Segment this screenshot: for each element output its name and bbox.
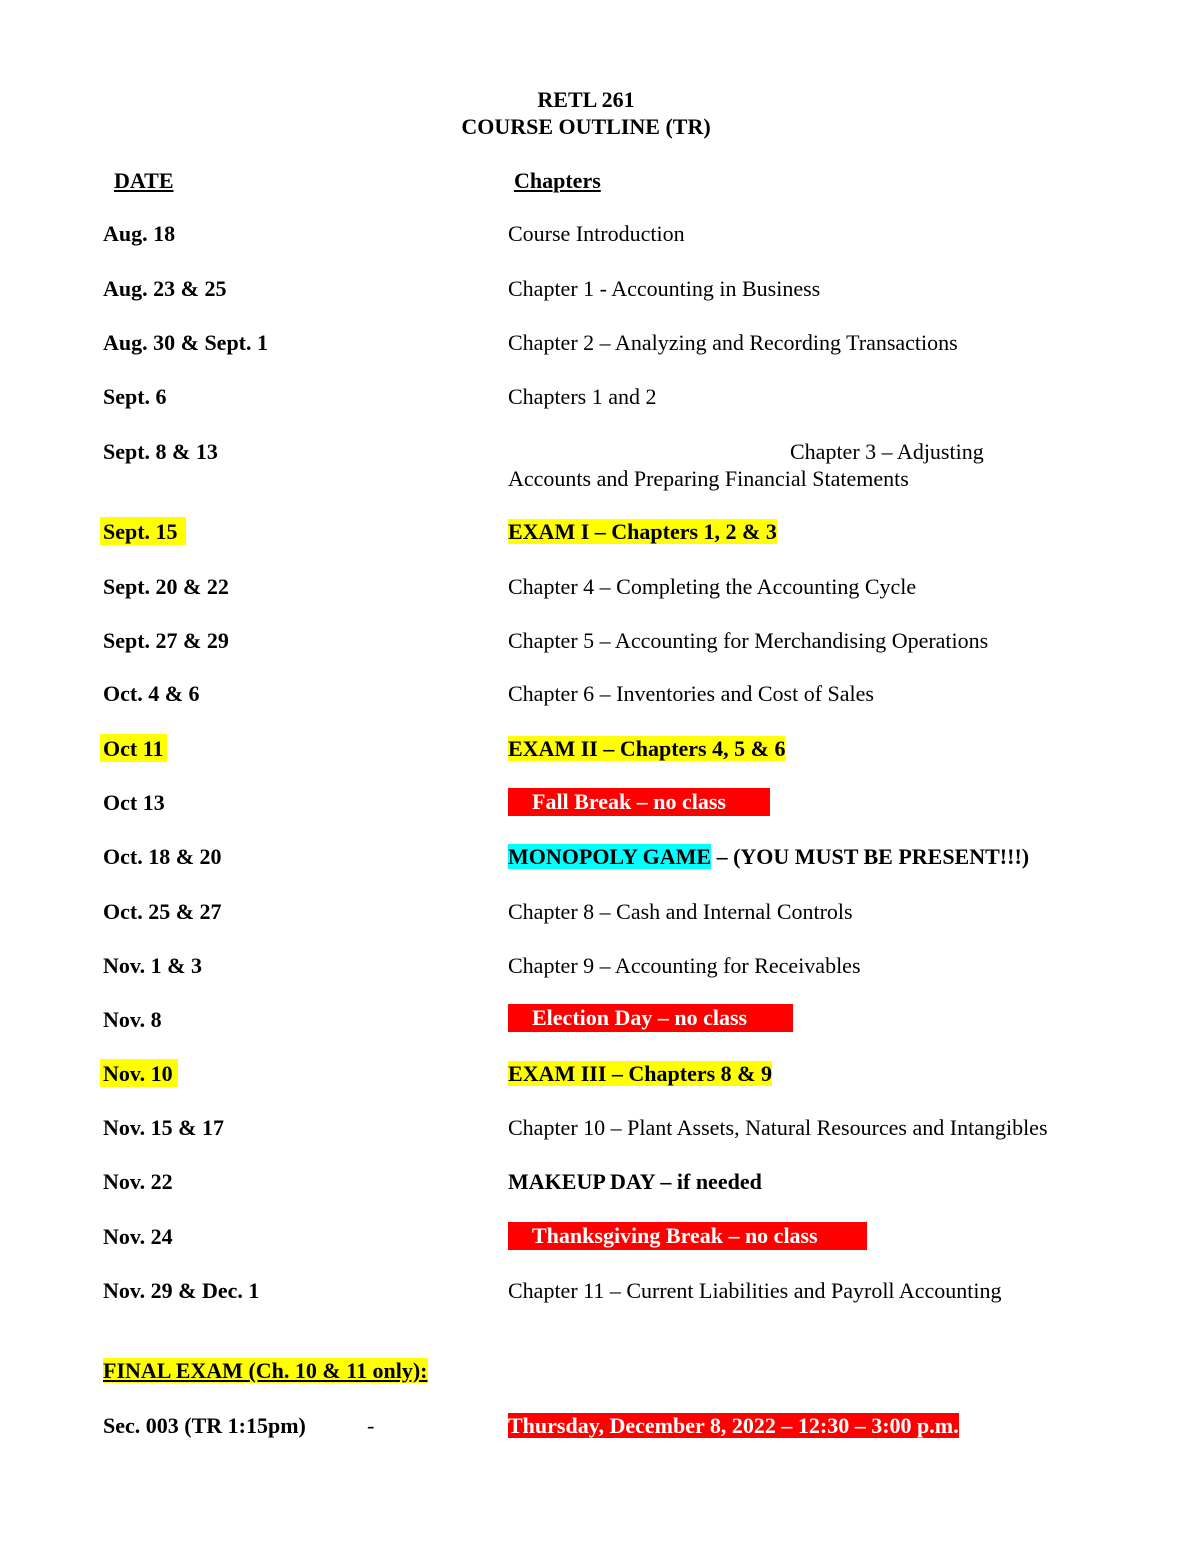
page-title: RETL 261 [537,87,635,112]
event-note: – (YOU MUST BE PRESENT!!!) [711,844,1030,869]
row-date: Oct. 18 & 20 [103,844,222,869]
row-date: Sept. 15 [103,519,178,544]
no-class-badge: Fall Break – no class [508,788,770,816]
exam-label: EXAM I – Chapters 1, 2 & 3 [508,519,777,544]
row-date: Nov. 10 [103,1061,173,1086]
row-date: Oct 11 [103,736,164,761]
chapters-column-header: Chapters [514,168,601,193]
row-topic: Chapter 5 – Accounting for Merchandising Operations [508,628,989,653]
final-exam-section: Sec. 003 (TR 1:15pm) [103,1413,306,1438]
row-topic: Chapter 6 – Inventories and Cost of Sales [508,681,874,706]
final-exam-datetime [508,1413,959,1439]
no-class-badge: Thanksgiving Break – no class [508,1222,867,1250]
final-exam-heading-text: FINAL EXAM (Ch. 10 & 11 only): [103,1358,428,1383]
exam-topic [508,736,785,762]
row-date: Sept. 27 & 29 [103,628,229,653]
row-topic: Chapter 11 – Current Liabilities and Payroll Accounting [508,1278,1002,1303]
row-date: Aug. 23 & 25 [103,276,227,301]
page-subtitle: COURSE OUTLINE (TR) [461,114,711,139]
row-topic: Course Introduction [508,221,685,246]
row-date: Nov. 8 [103,1007,162,1032]
row-date: Oct. 25 & 27 [103,899,222,924]
exam-topic [508,1061,772,1087]
row-date: Sept. 8 & 13 [103,439,218,464]
row-topic: Chapter 4 – Completing the Accounting Cycle [508,574,917,599]
row-topic-line2: Accounts and Preparing Financial Statements [508,466,909,491]
exam-label: EXAM II – Chapters 4, 5 & 6 [508,736,786,761]
row-date: Oct 13 [103,790,165,815]
date-column-header: DATE [114,168,174,193]
exam-topic [508,519,777,545]
row-date: Nov. 29 & Dec. 1 [103,1278,260,1303]
row-date: Sept. 20 & 22 [103,574,229,599]
row-date: Aug. 18 [103,221,176,246]
no-class-badge: Election Day – no class [508,1004,793,1032]
row-date: Nov. 1 & 3 [103,953,202,978]
row-date: Aug. 30 & Sept. 1 [103,330,269,355]
event-topic [508,844,1029,870]
row-topic: Chapter 2 – Analyzing and Recording Transactions [508,330,958,355]
final-exam-heading [103,1358,428,1384]
row-date: Sept. 6 [103,384,167,409]
row-date: Oct. 4 & 6 [103,681,200,706]
row-topic: Chapter 10 – Plant Assets, Natural Resources and Intangibles [508,1115,1048,1140]
row-topic: Chapter 9 – Accounting for Receivables [508,953,861,978]
row-topic: Chapter 1 - Accounting in Business [508,276,821,301]
row-topic: Chapters 1 and 2 [508,384,657,409]
makeup-topic: MAKEUP DAY – if needed [508,1169,762,1194]
row-date: Nov. 15 & 17 [103,1115,224,1140]
row-date: Nov. 22 [103,1169,173,1194]
final-exam-separator: - [367,1413,375,1438]
final-exam-datetime-text: Thursday, December 8, 2022 – 12:30 – 3:00 p.m. [508,1413,959,1438]
row-topic: Chapter 8 – Cash and Internal Controls [508,899,853,924]
row-topic-line1: Chapter 3 – Adjusting [790,439,984,464]
monopoly-highlight: MONOPOLY GAME [508,844,712,869]
exam-label: EXAM III – Chapters 8 & 9 [508,1061,772,1086]
row-date: Nov. 24 [103,1224,173,1249]
